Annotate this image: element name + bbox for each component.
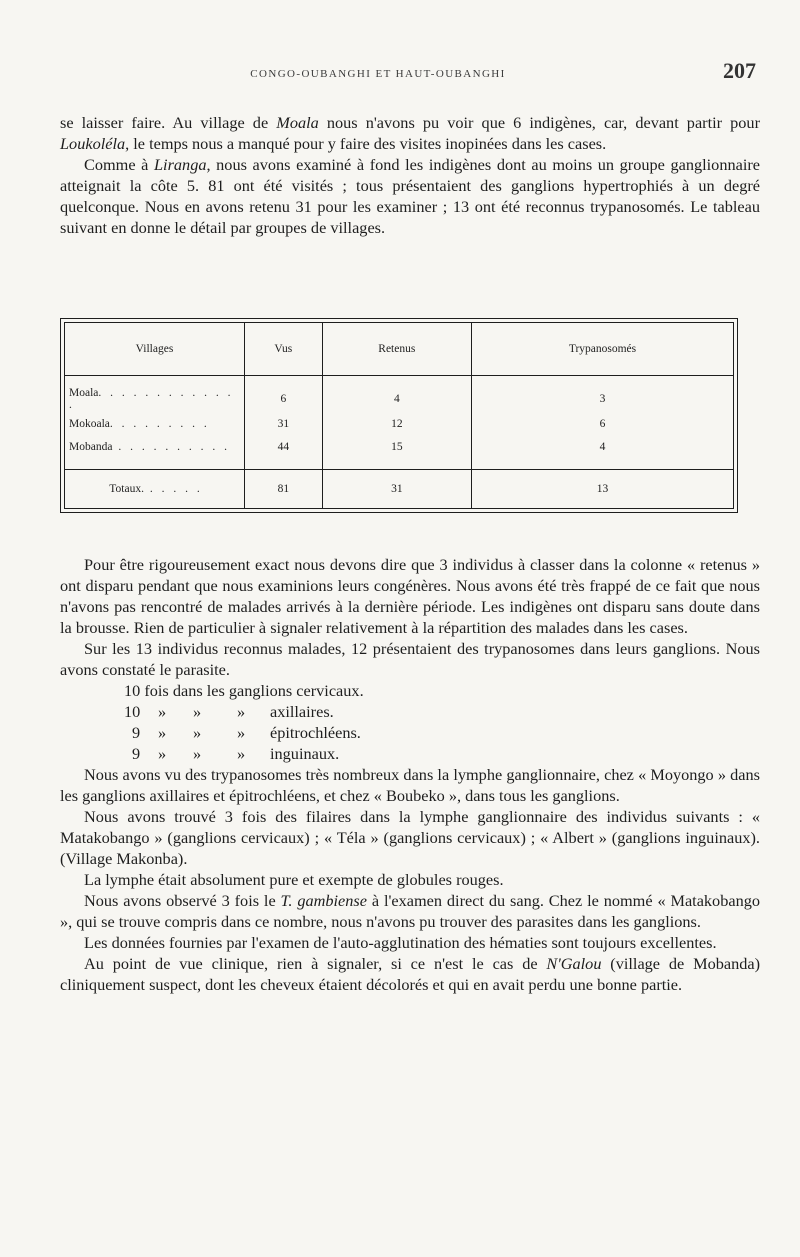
text-run: à l'examen direct du sang. Chez le nommé « Matakobango », qui se trouve compris dans ce nombre, nous n'avons pu trouver des parasites dans les ganglions. bbox=[60, 891, 760, 931]
text-run: , le temps nous a manqué pour y faire des visites inopinées dans les cases. bbox=[125, 134, 607, 153]
vus-cell: 31 bbox=[245, 412, 323, 435]
header-retenus: Retenus bbox=[322, 323, 471, 376]
header-vus: Vus bbox=[245, 323, 323, 376]
list-site: inguinaux. bbox=[270, 744, 340, 763]
ditto-mark: » bbox=[193, 744, 202, 763]
leader-dots: . . . . . . . . . . bbox=[112, 441, 230, 454]
ditto-mark: » bbox=[237, 744, 246, 763]
village-label: Mokoala bbox=[69, 417, 110, 430]
village-label: Moala bbox=[69, 387, 99, 400]
page-number: 207 bbox=[723, 58, 756, 83]
village-name-moala: Moala bbox=[276, 113, 319, 132]
leader-dots: . . . . . . . . . bbox=[109, 417, 210, 430]
villages-table-frame bbox=[60, 318, 738, 513]
page-header bbox=[0, 58, 756, 98]
total-vus: 81 bbox=[245, 469, 323, 508]
village-cell bbox=[65, 386, 245, 412]
paragraph-1 bbox=[60, 112, 760, 154]
list-count: 9 bbox=[132, 744, 141, 763]
list-site: épitrochléens. bbox=[270, 723, 361, 742]
retenus-cell: 12 bbox=[322, 412, 471, 435]
list-site: axillaires. bbox=[270, 702, 334, 721]
totals-label: Totaux. bbox=[109, 482, 144, 495]
ditto-mark: » bbox=[237, 702, 246, 721]
running-title: CONGO-OUBANGHI ET HAUT-OUBANGHI bbox=[250, 68, 506, 80]
village-cell bbox=[65, 435, 245, 458]
leader-dots: . . . . . bbox=[143, 482, 203, 495]
intro-text bbox=[60, 112, 760, 238]
ditto-mark: » bbox=[193, 702, 202, 721]
village-name-loukolela: Loukoléla bbox=[60, 134, 126, 153]
retenus-cell: 4 bbox=[322, 386, 471, 412]
villages-table bbox=[64, 322, 734, 509]
trypanosomes-cell: 6 bbox=[471, 412, 733, 435]
list-count: 10 bbox=[124, 702, 141, 721]
text-run: Nous avons observé 3 fois le bbox=[84, 891, 281, 910]
retenus-cell: 15 bbox=[322, 435, 471, 458]
ditto-mark: » bbox=[158, 702, 167, 721]
table-row bbox=[65, 386, 734, 412]
vus-cell: 44 bbox=[245, 435, 323, 458]
village-cell bbox=[65, 412, 245, 435]
total-retenus: 31 bbox=[322, 469, 471, 508]
header-villages: Villages bbox=[65, 323, 245, 376]
patient-name: N'Galou bbox=[546, 954, 602, 973]
total-trypanosomes: 13 bbox=[471, 469, 733, 508]
paragraph-3: Pour être rigoureusement exact nous devons dire que 3 individus à classer dans la colonne « retenus » ont disparu pendant que nous examinions leurs congénères. Nous avons été très frappé de ce fait que nous n'avons pas rencontré de malades arrivés à la dernière période. Les indigènes ont disparu sans doute dans la brousse. Rien de particulier à signaler relativement à la répartition des malades dans les cases. bbox=[60, 555, 760, 637]
trypanosomes-cell: 4 bbox=[471, 435, 733, 458]
leader-dots: . . . . . . . . . . . . . bbox=[69, 387, 234, 412]
species-name: T. gambiense bbox=[280, 891, 367, 910]
ditto-mark: » bbox=[158, 723, 167, 742]
text-run: Comme à bbox=[84, 155, 154, 174]
paragraph-8 bbox=[60, 890, 760, 932]
text-run: se laisser faire. Au village de bbox=[60, 113, 277, 132]
text-run: nous n'avons pu voir que 6 indigènes, car, devant partir pour bbox=[318, 113, 760, 132]
paragraph-5: Nous avons vu des trypanosomes très nombreux dans la lymphe ganglionnaire, chez « Moyongo » dans les ganglions axillaires et épitrochléens, et chez « Boubeko », dans tous les ganglions. bbox=[60, 765, 760, 805]
ditto-mark: » bbox=[193, 723, 202, 742]
paragraph-10 bbox=[60, 953, 760, 995]
paragraph-4: Sur les 13 individus reconnus malades, 12 présentaient des trypanosomes dans leurs ganglions. Nous avons constaté le parasite. bbox=[60, 639, 760, 679]
village-label: Mobanda bbox=[69, 441, 113, 454]
ditto-mark: » bbox=[237, 723, 246, 742]
ditto-mark: » bbox=[158, 744, 167, 763]
table-row bbox=[65, 412, 734, 435]
paragraph-9: Les données fournies par l'examen de l'auto-agglutination des hématies sont toujours excellentes. bbox=[84, 933, 717, 952]
body-text bbox=[60, 554, 760, 995]
paragraph-6: Nous avons trouvé 3 fois des filaires dans la lymphe ganglionnaire des individus suivants : « Matakobango » (ganglions cervicaux) ; « Téla » (ganglions cervicaux) ; « Albert » (ganglions inguinaux). (Village Makonba). bbox=[60, 807, 760, 868]
text-run: Au point de vue clinique, rien à signaler, si ce n'est le cas de bbox=[84, 954, 547, 973]
totals-row bbox=[65, 469, 734, 508]
text-run: , nous avons examiné à fond les indigènes dont au moins un groupe ganglionnaire atteignait la côte 5. 81 ont été visités ; tous présentaient des ganglions hypertrophiés à un degré quelconque. Nous en avons retenu 31 pour les examiner ; 13 ont été reconnus trypanosomés. Le tableau suivant en donne le détail par groupes de villages. bbox=[60, 155, 760, 237]
paragraph-7: La lymphe était absolument pure et exempte de globules rouges. bbox=[84, 870, 504, 889]
list-count: 9 bbox=[132, 723, 141, 742]
totals-label-cell bbox=[65, 469, 245, 508]
paragraph-2 bbox=[60, 154, 760, 238]
header-trypanosomes: Trypanosomés bbox=[471, 323, 733, 376]
village-name-liranga: Liranga bbox=[154, 155, 207, 174]
trypanosomes-cell: 3 bbox=[471, 386, 733, 412]
vus-cell: 6 bbox=[245, 386, 323, 412]
text-run: (village de Mobanda) cliniquement suspect, dont les cheveux étaient décolorés et qui en avait perdu une bonne partie. bbox=[60, 954, 761, 994]
list-item-text: 10 fois dans les ganglions cervicaux. bbox=[124, 681, 364, 700]
ganglion-list bbox=[60, 680, 760, 764]
table-row bbox=[65, 435, 734, 458]
